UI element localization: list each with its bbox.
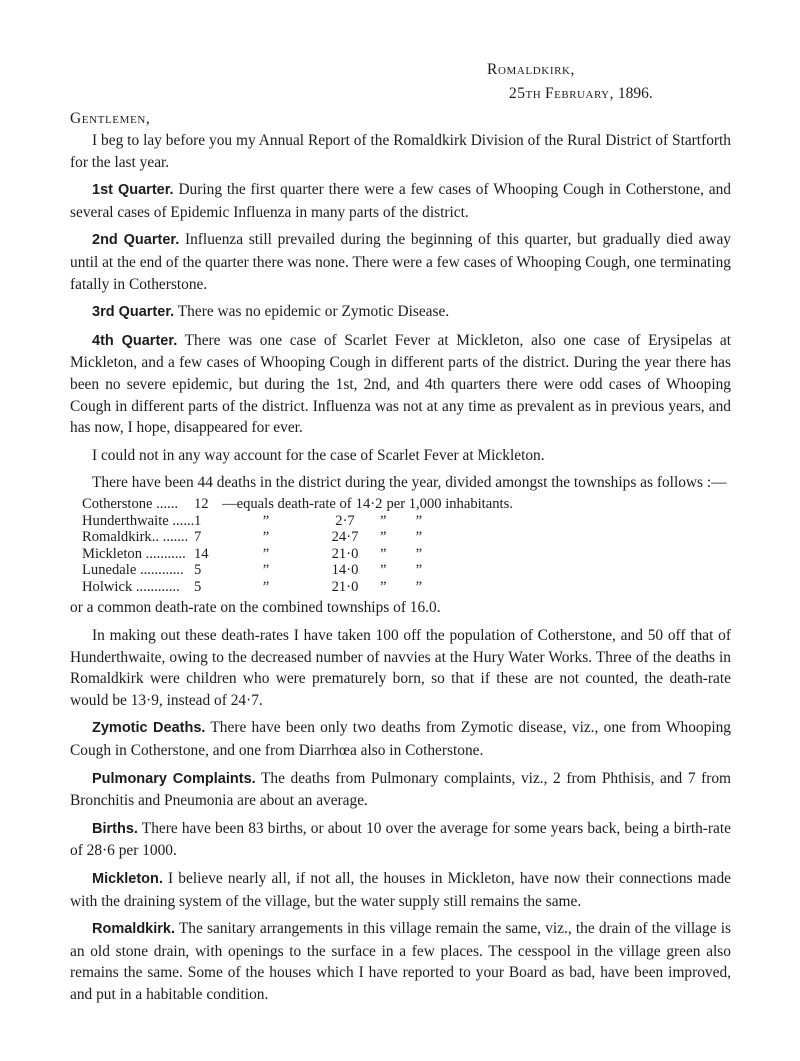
date-month: February,: [545, 85, 614, 102]
q1-heading: 1st Quarter.: [92, 182, 174, 199]
q4-heading: 4th Quarter.: [92, 332, 178, 349]
report-body: [70, 130, 731, 1012]
death-rate: 14·0: [331, 562, 359, 579]
death-rate: 24·7: [331, 529, 359, 546]
town-name: Hunderthwaite ......: [82, 512, 194, 529]
salutation: Gentlemen,: [70, 110, 151, 127]
death-count: 14: [194, 545, 209, 562]
scarlet-paragraph: I could not in any way account for the case of Scarlet Fever at Mickleton.: [92, 446, 545, 464]
death-rate: 14·2: [355, 495, 383, 512]
q4-text: There was one case of Scarlet Fever at Mickleton, also one case of Erysipelas at Mickleton, and a few cases of Whooping Cough in different parts of the district. During the year there has been no severe epidemic, but during the 1st, 2nd, and 4th quarters there were odd cases of Whooping Cough in different parts of the district. Influenza was not at any time as prevalent as in previous years, and has now, I hope, disappeared for ever.: [70, 331, 731, 437]
row-mid-text: ”: [262, 562, 270, 579]
row-tail-text: per 1,000 inhabitants.: [386, 495, 513, 512]
mickleton-paragraph: [70, 868, 731, 912]
q3-text: There was no epidemic or Zymotic Disease.: [177, 303, 450, 321]
zymotic-text: There have been only two deaths from Zymotic disease, viz., one from Whooping Cough in Cotherstone, and one from Diarrhœa also in Cotherstone.: [70, 719, 731, 760]
row-mid-text: ”: [262, 545, 270, 562]
romaldkirk-text: The sanitary arrangements in this village remain the same, viz., the drain of the village is an old stone drain, with openings to the surface in a few places. The cesspool in the village green also remains the same. Some of the houses which I have reported to your Board as bad, have been improved, and put in a habitable condition.: [70, 920, 731, 1003]
row-mid-text: ”: [262, 529, 270, 546]
pulmonary-text: The deaths from Pulmonary complaints, viz., 2 from Phthisis, and 7 from Bronchitis and Pneumonia are about an average.: [70, 769, 732, 810]
mickleton-text: I believe nearly all, if not all, the houses in Mickleton, have now their connections made with the draining system of the village, but the water supply still remains the same.: [70, 870, 731, 910]
town-name: Cotherstone ......: [82, 495, 179, 512]
row-tail-text: ” ”: [380, 578, 423, 595]
row-tail-text: ” ”: [380, 545, 423, 562]
romaldkirk-paragraph: [70, 918, 731, 1005]
table-row: [82, 496, 731, 513]
town-name: Holwick ............: [82, 578, 180, 595]
death-count: 12: [194, 495, 209, 512]
table-row: [82, 546, 731, 563]
death-rate: 2·7: [335, 512, 355, 529]
romaldkirk-heading: Romaldkirk.: [92, 921, 175, 938]
q4-paragraph: [70, 330, 731, 439]
death-rate-table: [82, 496, 731, 596]
deaths-intro-paragraph: There have been 44 deaths in the district during the year, divided amongst the townships as follows :—: [92, 474, 727, 492]
q2-text: Influenza still prevailed during the beginning of this quarter, but gradually died away until at the end of the quarter there was none. There were a few cases of Whooping Cough, one terminating fatally in Cotherstone.: [70, 231, 731, 293]
pulmonary-heading: Pulmonary Complaints.: [92, 770, 256, 787]
date-day: 25th: [509, 85, 542, 102]
death-rate-notes-paragraph: In making out these death-rates I have taken 100 off the population of Cotherstone, and 50 off that of Hunderthwaite, owing to the decreased number of navvies at the Hury Water Works. Three of the deaths in Romaldkirk were children who were prematurely born, so that if these are not counted, the death-rate would be 13·9, instead of 24·7.: [70, 627, 731, 709]
row-tail-text: ” ”: [380, 562, 423, 579]
town-name: Romaldkirk.. .......: [82, 529, 189, 546]
row-mid-text: ”: [262, 578, 270, 595]
row-tail-text: ” ”: [380, 512, 423, 529]
q3-paragraph: [70, 301, 731, 324]
table-row: [82, 513, 731, 530]
q1-text: During the first quarter there were a few cases of Whooping Cough in Cotherstone, and several cases of Epidemic Influenza in many parts of the district.: [70, 181, 731, 221]
zymotic-paragraph: [70, 717, 731, 761]
q1-paragraph: [70, 179, 731, 223]
death-rate: 21·0: [331, 578, 359, 595]
q2-heading: 2nd Quarter.: [92, 232, 180, 249]
date-year: 1896.: [617, 85, 653, 102]
table-row: [82, 562, 731, 579]
q3-heading: 3rd Quarter.: [92, 304, 175, 321]
letter-place: Romaldkirk,: [487, 61, 576, 78]
row-mid-text: ”: [262, 512, 270, 529]
mickleton-heading: Mickleton.: [92, 871, 163, 887]
births-text: There have been 83 births, or about 10 over the average for some years back, being a birth-rate of 28·6 per 1000.: [70, 819, 731, 860]
zymotic-heading: Zymotic Deaths.: [92, 720, 206, 737]
death-rate: 21·0: [331, 545, 359, 562]
death-count: 5: [194, 578, 202, 595]
row-mid-text: —equals death-rate of: [222, 495, 352, 512]
death-count: 1: [194, 512, 202, 529]
death-count: 7: [194, 529, 202, 546]
table-row: [82, 529, 731, 546]
q2-paragraph: [70, 229, 731, 295]
row-tail-text: ” ”: [380, 529, 423, 546]
pulmonary-paragraph: [70, 768, 731, 812]
death-count: 5: [194, 562, 202, 579]
town-name: Mickleton ...........: [82, 545, 186, 562]
intro-paragraph: I beg to lay before you my Annual Report of the Romaldkirk Division of the Rural District of Startforth for the last year.: [70, 132, 731, 171]
births-paragraph: [70, 818, 731, 862]
town-name: Lunedale ............: [82, 562, 184, 579]
table-row: [82, 579, 731, 596]
deaths-outro-paragraph: or a common death-rate on the combined townships of 16.0.: [70, 599, 441, 617]
letter-date: [509, 83, 653, 105]
births-heading: Births.: [92, 820, 138, 837]
